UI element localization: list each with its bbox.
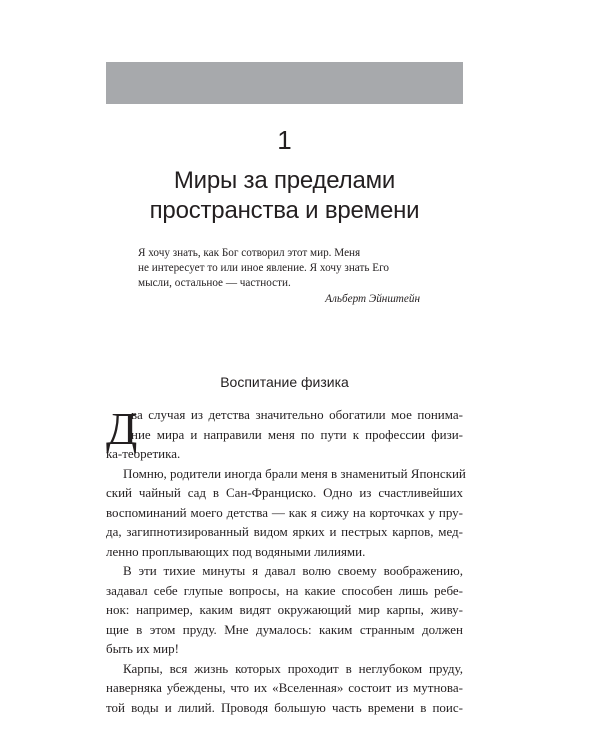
body-text: [106, 403, 466, 717]
chapter-title-line-1: Миры за пределами: [173, 167, 396, 194]
text-line: ние мира и направили меня по пути к профессии физи-: [131, 426, 463, 442]
text-line: Карпы, вся жизнь которых проходит в неглубоком пруду,: [123, 660, 463, 676]
chapter-header-bar: [106, 62, 463, 104]
text-line: наверняка убеждены, что их «Вселенная» состоит из мутнова-: [106, 680, 463, 695]
paragraph-2: [106, 464, 466, 562]
epigraph-line: Я хочу знать, как Бог сотворил этот мир. Меня: [138, 247, 361, 259]
text-line: воспоминаний моего детства — как я сижу на корточках у пру-: [106, 504, 463, 520]
text-line: ка-теоретика.: [106, 446, 181, 461]
epigraph-author: Альберт Эйнштейн: [325, 292, 420, 305]
text-line: той воды и лилий. Проводя большую часть времени в поис-: [106, 699, 463, 715]
text-line: Помню, родители иногда брали меня в знаменитый Японский: [123, 465, 466, 481]
text-line: быть их мир!: [106, 641, 179, 656]
drop-cap: Д: [106, 403, 138, 454]
text-line: задавал себе глупые вопросы, на какие способен лишь ребе-: [106, 582, 463, 598]
text-line: В эти тихие минуты я давал волю своему воображению,: [123, 563, 463, 578]
epigraph-line: не интересует то или иное явление. Я хочу знать Его: [138, 262, 390, 275]
chapter-title: [106, 166, 463, 226]
epigraph: [138, 246, 420, 307]
chapter-title-line-2: пространства и времени: [149, 197, 420, 224]
text-line: ский чайный сад в Сан-Франциско. Одно из счастливейших: [106, 485, 463, 500]
text-line: нок: например, каким видят окружающий мир карпы, живу-: [106, 602, 463, 617]
text-line: щие в этом пруду. Мне думалось: каким странным должен: [106, 621, 463, 637]
text-line: да, загипнотизированный видом ярких и пестрых карпов, мед-: [106, 524, 463, 539]
text-line: ленно проплывающих под водяными лилиями.: [106, 543, 366, 559]
section-heading: Воспитание физика: [220, 374, 349, 390]
epigraph-line: мысли, остальное — частности.: [138, 277, 291, 290]
paragraph-1: [106, 405, 463, 464]
text-line: ва случая из детства значительно обогатили мое понима-: [131, 407, 463, 422]
chapter-number: 1: [277, 125, 292, 155]
paragraph-3: [106, 561, 463, 659]
paragraph-4: [106, 659, 463, 718]
